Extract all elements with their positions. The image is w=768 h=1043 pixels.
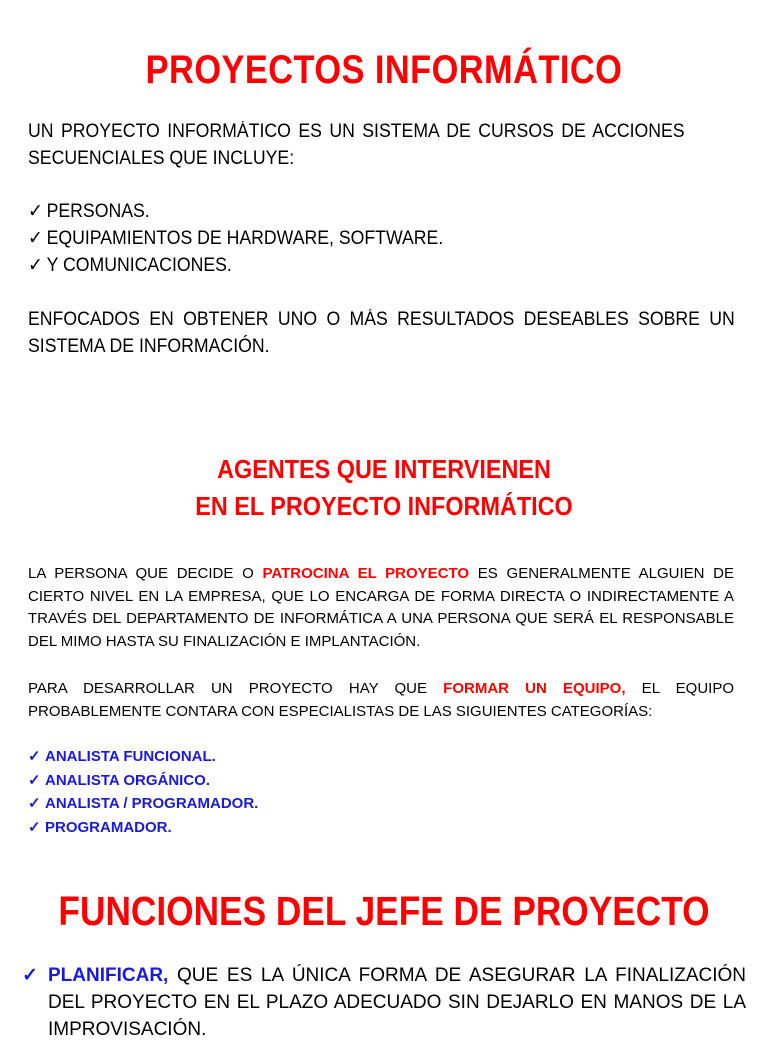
checkmark-icon: ✓ [22, 965, 38, 986]
functions-heading: FUNCIONES DEL JEFE DE PROYECTO [58, 888, 710, 934]
agents-heading-line2: EN EL PROYECTO INFORMÁTICO [195, 491, 573, 521]
function-keyword: PLANIFICAR, [48, 965, 169, 986]
role-item [28, 792, 258, 816]
intro-paragraph [28, 118, 685, 172]
list-item [28, 198, 443, 225]
team-text-start: PARA DESARROLLAR UN PROYECTO HAY QUE [28, 680, 444, 697]
team-text-end: EL EQUIPO PROBABLEMENTE CONTARA CON ESPECIALISTAS DE LAS SIGUIENTES CATEGORÍAS: [28, 680, 734, 720]
checkmark-icon: ✓ [28, 818, 41, 836]
function-item [22, 962, 746, 1043]
function-description: QUE ES LA ÚNICA FORMA DE ASEGURAR LA FINALIZACIÓN DEL PROYECTO EN EL PLAZO ADECUADO SIN DEJARLO EN MANOS DE LA IMPROVISACIÓN. [48, 965, 746, 1040]
role-label: ANALISTA ORGÁNICO. [45, 771, 210, 789]
role-label: ANALISTA FUNCIONAL. [45, 748, 216, 765]
role-item [28, 816, 258, 840]
outro-paragraph: ENFOCADOS EN OBTENER UNO O MÁS RESULTADOS DESEABLES SOBRE UN SISTEMA DE INFORMACIÓN. [28, 309, 735, 357]
page-title: PROYECTOS INFORMÁTICO [145, 48, 623, 92]
sponsor-text-end: ES GENERALMENTE ALGUIEN DE CIERTO NIVEL EN LA EMPRESA, QUE LO ENCARGA DE FORMA DIRECTA O INDIRECTAMENTE A TRAVÉS DEL DEPARTAMENTO DE INFORMÁTICA A UNA PERSONA QUE SERÁ EL RESPONSABLE DEL MIMO HASTA SU FINALIZACIÓN E IMPLANTACIÓN. [28, 565, 735, 650]
checkmark-icon: ✓ [28, 228, 43, 249]
checkmark-icon: ✓ [28, 795, 41, 812]
checkmark-icon: ✓ [28, 748, 41, 765]
list-item [28, 252, 443, 279]
role-label: PROGRAMADOR. [45, 818, 172, 836]
sponsor-highlight: PATROCINA EL PROYECTO [262, 565, 470, 582]
role-item [28, 745, 258, 769]
list-item-label: EQUIPAMIENTOS DE HARDWARE, SOFTWARE. [46, 228, 444, 249]
checkmark-icon: ✓ [28, 201, 43, 222]
checkmark-icon: ✓ [28, 771, 41, 789]
role-label: ANALISTA / PROGRAMADOR. [45, 795, 259, 812]
checkmark-icon: ✓ [28, 255, 43, 276]
sponsor-text-start: LA PERSONA QUE DECIDE O [28, 565, 263, 582]
team-paragraph [28, 678, 734, 723]
function-text [48, 962, 746, 1043]
agents-heading-line1: AGENTES QUE INTERVIENEN [217, 454, 551, 484]
list-item-label: PERSONAS. [46, 201, 150, 222]
roles-list [28, 745, 258, 839]
list-item-label: Y COMUNICACIONES. [46, 255, 232, 276]
team-highlight: FORMAR UN EQUIPO, [443, 680, 626, 697]
role-item [28, 769, 258, 793]
includes-list [28, 198, 443, 279]
intro-text: UN PROYECTO INFORMÁTICO ES UN SISTEMA DE CURSOS DE ACCIONES SECUENCIALES QUE INCLUYE: [28, 121, 685, 169]
sponsor-paragraph [28, 563, 734, 653]
list-item [28, 225, 443, 252]
agents-heading [38, 451, 729, 525]
